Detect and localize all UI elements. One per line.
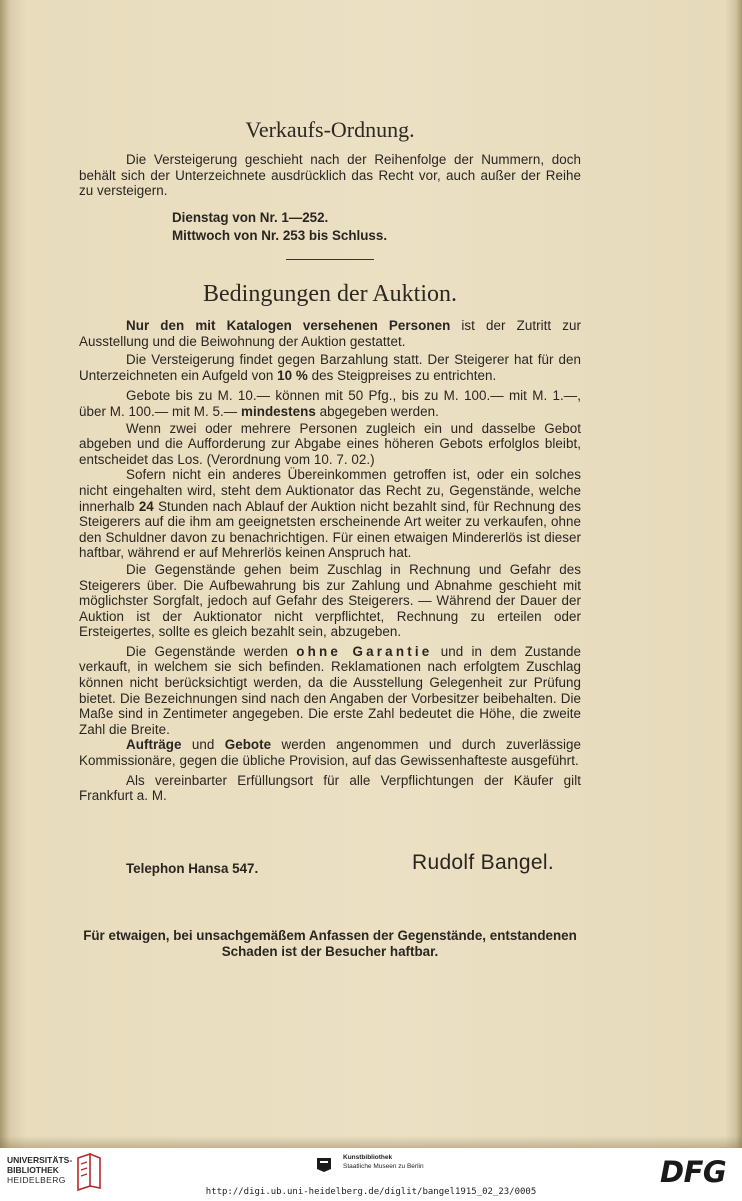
condition-5-text-a: Sofern nicht ein anderes Übereinkommen getroffen ist, oder ein solches nicht eingehalten wird, steht dem Auktionator das Recht zu, Gegenstände, welche innerhalb: [79, 467, 581, 514]
condition-paragraph-2: [79, 352, 581, 383]
schedule-day-2: Mittwoch von Nr. 253 bis Schluss.: [172, 227, 388, 243]
liability-notice: Für etwaigen, bei unsachgemäßem Anfassen der Gegenstände, entstandenen Schaden ist der Besucher haftbar.: [83, 928, 577, 959]
kunstbibliothek-logo[interactable]: [343, 1154, 424, 1171]
kunstbibliothek-emblem-icon: [316, 1157, 332, 1173]
auction-schedule: [172, 209, 387, 244]
condition-8-orders: Aufträge: [126, 737, 182, 753]
condition-7-text-a: Die Gegenstände werden: [126, 643, 297, 659]
condition-2-text-a: Die Versteigerung findet gegen Barzahlung statt. Der Steigerer hat für den Unterzeichneten ein Aufgeld von: [79, 352, 581, 383]
condition-2-percent: 10 %: [277, 367, 308, 383]
heading-bedingungen: Bedingungen der Auktion.: [203, 281, 457, 307]
condition-paragraph-8: [79, 737, 581, 768]
heading-verkaufs-ordnung: Verkaufs-Ordnung.: [245, 117, 415, 142]
condition-8-text: werden angenommen und durch zuverlässige Kommissionäre, gegen die übliche Provision, auf das Gewissenhafteste ausgeführt.: [79, 737, 581, 769]
condition-paragraph-1: [79, 318, 581, 349]
schedule-day-1: Dienstag von Nr. 1—252.: [172, 210, 329, 225]
condition-7-no-guarantee: ohne Garantie: [296, 643, 433, 659]
permalink-url[interactable]: http://digi.ub.uni-heidelberg.de/diglit/bangel1915_02_23/0005: [205, 1187, 537, 1197]
section-divider: [286, 259, 374, 260]
conditions-block: [79, 318, 581, 804]
condition-3-text-b: abgegeben werden.: [315, 403, 439, 419]
condition-8-bids: Gebote: [224, 737, 272, 753]
condition-3-text-a: Gebote bis zu M. 10.— können mit 50 Pfg., bis zu M. 100.— mit M. 1.—, über M. 100.— mit M. 5.—: [79, 388, 581, 419]
condition-5-text-b: Stunden nach Ablauf der Auktion nicht bezahlt sind, für Rechnung des Steigerers auf die ihm am geeignetsten erscheinende Art weiter zu verkaufen, ohne den Schuldner davon zu benachrichtigen. Für einen etwaigen Mindererlös ist dieser haftbar, während er auf Mehrerlös keinen Anspruch hat.: [79, 498, 581, 561]
condition-7-text-b: und in dem Zustande verkauft, in welchem sie sich befinden. Reklamationen nach erfolgtem Zuschlag können nicht berücksichtigt werden, da die Ausstellung Gelegenheit zur Prüfung bietet. Die Bezeichnungen sind nach den Angaben der Vorbesitzer beibehalten. Die Maße sind in Zentimeter angegeben. Die erste Zahl bedeutet die Höhe, die zweite Zahl die Breite.: [79, 643, 582, 737]
condition-8-and: und: [181, 737, 225, 753]
condition-3-emphasis: mindestens: [240, 403, 316, 419]
uni-logo-line-1: UNIVERSITÄTS-: [7, 1155, 73, 1165]
intro-paragraph: Die Versteigerung geschieht nach der Reihenfolge der Nummern, doch behält sich der Unterzeichnete ausdrücklich das Recht vor, auch außer der Reihe zu versteigern.: [79, 152, 581, 199]
signature-name: Rudolf Bangel.: [412, 851, 554, 874]
dfg-logo[interactable]: DFG: [660, 1155, 727, 1189]
uni-logo-line-3: HEIDELBERG: [7, 1175, 66, 1185]
condition-1-emphasis: Nur den mit Katalogen versehenen Personen: [126, 318, 451, 333]
condition-1-text: ist der Zutritt zur Ausstellung und die Beiwohnung der Auktion gestattet.: [79, 318, 581, 349]
telephone-line: Telephon Hansa 547.: [126, 861, 259, 876]
uni-logo-line-2: BIBLIOTHEK: [7, 1165, 59, 1175]
kb-line-1: Kunstbibliothek: [343, 1154, 393, 1161]
heidelberg-book-icon: [76, 1152, 102, 1192]
condition-2-text-b: des Steigpreises zu entrichten.: [307, 367, 497, 383]
condition-5-hours: 24: [138, 498, 154, 514]
condition-paragraph-7: [79, 644, 581, 738]
condition-paragraph-4: Wenn zwei oder mehrere Personen zugleich ein und dasselbe Gebot abgeben und die Aufforderung zur Abgabe eines höheren Gebots erfolglos bleibt, entscheidet das Los. (Verordnung vom 10. 7. 02.): [79, 420, 581, 467]
condition-paragraph-9: Als vereinbarter Erfüllungsort für alle Verpflichtungen der Käufer gilt Frankfurt a. M.: [79, 772, 581, 804]
condition-paragraph-3: [79, 388, 581, 419]
intro-block: [79, 152, 581, 199]
condition-paragraph-6: Die Gegenstände gehen beim Zuschlag in Rechnung und Gefahr des Steigerers über. Die Aufbewahrung bis zur Zahlung und Abnahme geschieht mit möglichster Sorgfalt, jedoch auf Gefahr des Steigerers. — Während der Dauer der Auktion ist der Auktionator nicht verpflichtet, Rechnung zu erteilen oder Ersteigertes, sollte es gleich bezahlt sein, abzugeben.: [79, 561, 581, 640]
condition-paragraph-5: [79, 467, 581, 561]
kb-line-2: Staatliche Museen zu Berlin: [343, 1162, 424, 1170]
